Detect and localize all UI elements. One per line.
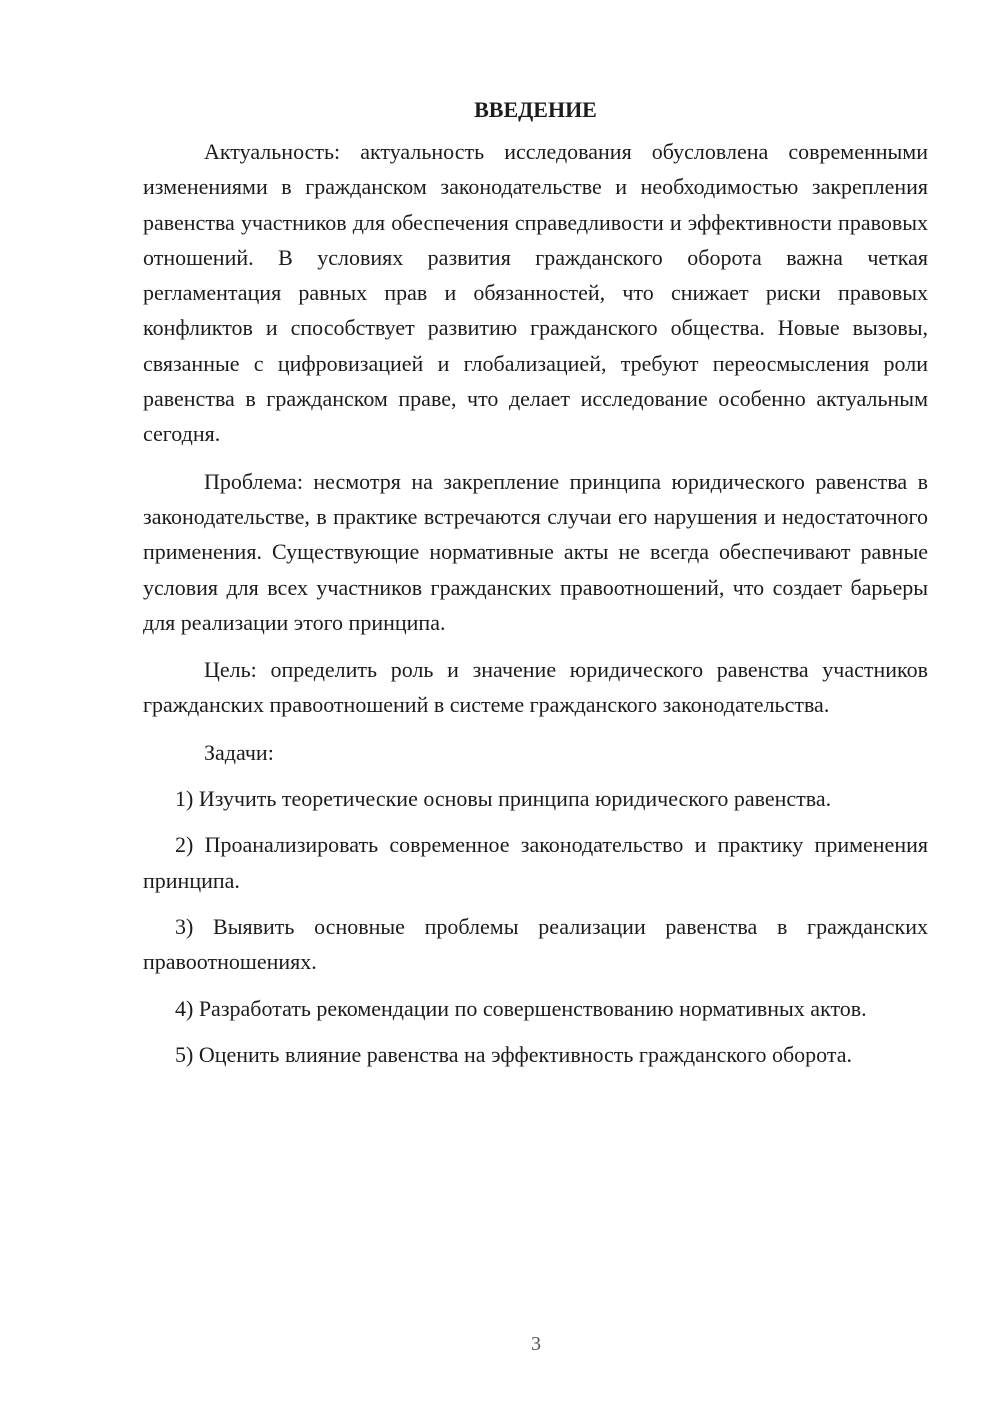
task-item: 1) Изучить теоретические основы принципа юридического равенства. [175,786,832,812]
task-item: 5) Оценить влияние равенства на эффективность гражданского оборота. [175,1041,853,1067]
task-item: 4) Разработать рекомендации по совершенствованию нормативных актов. [175,995,867,1021]
tasks-heading: Задачи: [204,739,274,765]
page-number: 3 [531,1333,541,1355]
paragraph-relevance: Актуальность: актуальность исследования обусловлена современными изменениями в гражданском законодательстве и необходимостью закрепления равенства участников для обеспечения справедливости и эффективности правовых отношений. В условиях развития гражданского оборота важна четкая регламентация равных прав и обязанностей, что снижает риски правовых конфликтов и способствует развитию гражданского общества. Новые вызовы, связанные с цифровизацией и глобализацией, требуют переосмысления роли равенства в гражданском праве, что делает исследование особенно актуальным сегодня. [143,139,928,447]
document-page [143,92,928,1072]
task-item: 3) Выявить основные проблемы реализации равенства в гражданских правоотношениях. [143,913,928,975]
section-title: ВВЕДЕНИЕ [474,97,597,122]
task-item: 2) Проанализировать современное законодательство и практику применения принципа. [143,832,928,893]
paragraph-problem: Проблема: несмотря на закрепление принципа юридического равенства в законодательстве, в практике встречаются случаи его нарушения и недостаточного применения. Существующие нормативные акты не всегда обеспечивают равные условия для всех участников гражданских правоотношений, что создает барьеры для реализации этого принципа. [143,468,928,635]
paragraph-goal: Цель: определить роль и значение юридического равенства участников гражданских правоотношений в системе гражданского законодательства. [143,657,928,718]
